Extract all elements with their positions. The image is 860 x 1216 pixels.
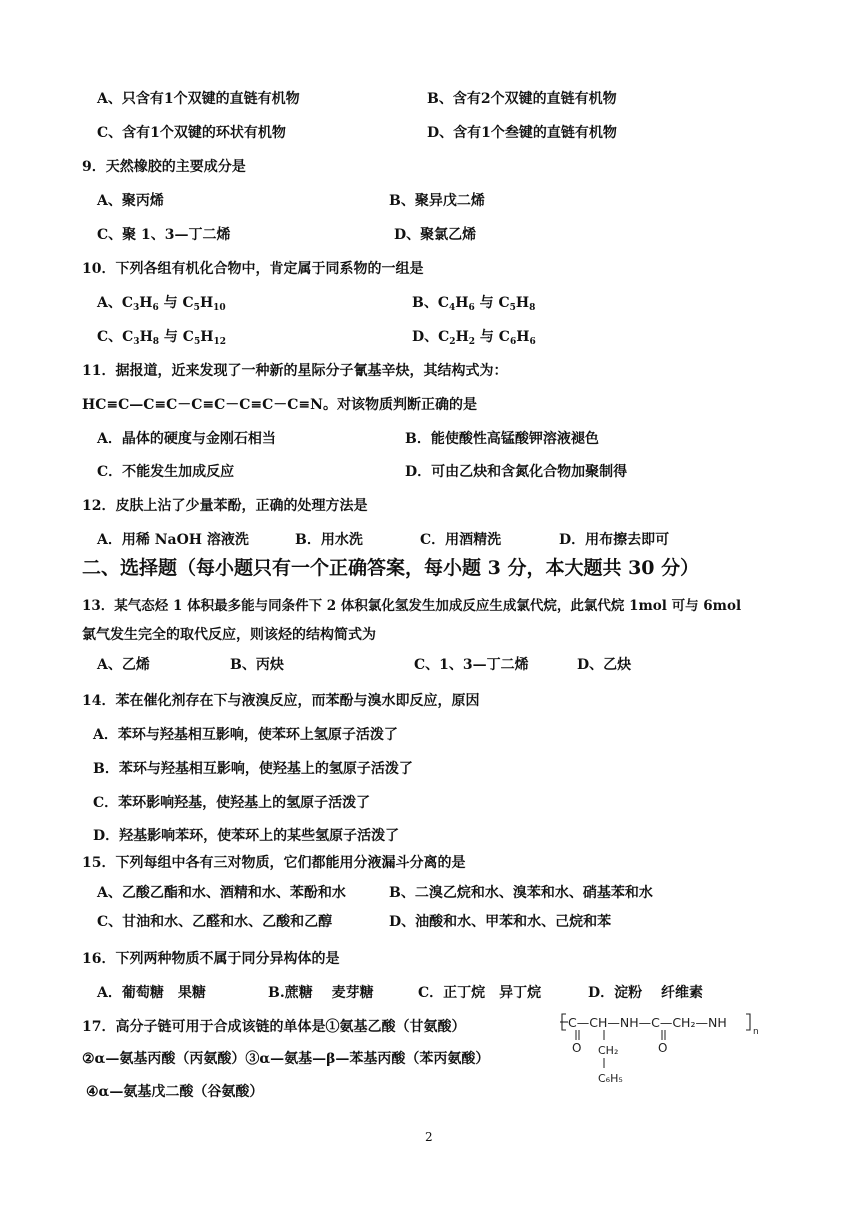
q8-option-c: C、含有1个双键的环状有机物 [97,125,286,141]
q14-stem: 14．苯在催化剂存在下与液溴反应，而苯酚与溴水即反应，原因 [82,693,480,709]
structure-oxygen-1: O [572,1041,582,1055]
q9-option-d: D、聚氯乙烯 [394,227,477,243]
structure-c6h5: C₆H₅ [598,1072,623,1085]
q10-option-a: A、$C_3H_6$ 与 $C_5H_{10}$ [97,295,226,313]
q10-option-b: B、$C_4H_6$ 与 $C_5H_8$ [412,295,536,313]
q8-option-b: B、含有2个双键的直链有机物 [427,91,617,107]
q17-stem: 17．高分子链可用于合成该链的单体是①氨基乙酸（甘氨酸） [82,1019,466,1035]
q12-option-b: B．用水洗 [295,532,363,548]
q16-option-b: B.蔗糖 麦芽糖 [268,985,374,1001]
q9-option-a: A、聚丙烯 [97,193,164,209]
section-2-heading: 二、选择题（每小题只有一个正确答案，每小题 3 分，本大题共 30 分） [82,557,700,579]
q15-option-b: B、二溴乙烷和水、溴苯和水、硝基苯和水 [389,885,653,901]
q16-option-d: D．淀粉 纤维素 [588,985,704,1001]
q11-option-c: C．不能发生加成反应 [97,464,235,480]
polymer-structure-diagram [560,1010,770,1090]
q11-option-b: B．能使酸性高锰酸钾溶液褪色 [405,431,599,447]
q11-option-a: A．晶体的硬度与金刚石相当 [97,431,276,447]
q11-formula: HC≡C—C≡C－C≡C－C≡C－C≡N。对该物质判断正确的是 [82,397,477,413]
q10-option-c: C、$C_3H_8$ 与 $C_5H_{12}$ [97,329,226,347]
page-number: 2 [425,1130,433,1144]
q12-option-d: D．用布擦去即可 [559,532,670,548]
structure-subscript-n: n [753,1027,759,1037]
right-bracket [746,1014,750,1030]
q11-stem: 11．据报道，近来发现了一种新的星际分子氰基辛炔，其结构式为： [82,363,508,379]
q8-option-a: A、只含有1个双键的直链有机物 [97,91,300,107]
q13-stem-line1: 13．某气态烃 1 体积最多能与同条件下 2 体积氯化氢发生加成反应生成氯代烷，此氯代烷 1mol 可与 6mol [82,598,742,614]
q14-option-d: D．羟基影响苯环，使苯环上的某些氢原子活泼了 [93,828,400,844]
structure-ch2: CH₂ [598,1044,619,1057]
q9-stem: 9．天然橡胶的主要成分是 [82,159,246,175]
q9-option-c: C、聚 1、3—丁二烯 [97,227,231,243]
q13-option-b: B、丙炔 [230,657,284,673]
q17-line3: ④α—氨基戊二酸（谷氨酸） [86,1084,264,1100]
q10-option-d: D、$C_2H_2$ 与 $C_6H_6$ [412,329,536,347]
q15-option-c: C、甘油和水、乙醛和水、乙酸和乙醇 [97,914,333,930]
structure-oxygen-2: O [658,1041,668,1055]
q14-option-c: C．苯环影响羟基，使羟基上的氢原子活泼了 [93,795,371,811]
q13-option-c: C、1、3—丁二烯 [414,657,529,673]
q10-stem: 10．下列各组有机化合物中，肯定属于同系物的一组是 [82,261,424,277]
q14-option-b: B．苯环与羟基相互影响，使羟基上的氢原子活泼了 [93,761,413,777]
q12-option-c: C．用酒精洗 [420,532,502,548]
q16-option-a: A．葡萄糖 果糖 [97,985,206,1001]
q11-option-d: D．可由乙炔和含氮化合物加聚制得 [405,464,628,480]
q13-option-d: D、乙炔 [577,657,632,673]
q15-option-d: D、油酸和水、甲苯和水、己烷和苯 [389,914,612,930]
q16-option-c: C．正丁烷 异丁烷 [418,985,542,1001]
q13-stem-line2: 氯气发生完全的取代反应，则该烃的结构简式为 [82,627,376,643]
q14-option-a: A．苯环与羟基相互影响，使苯环上氢原子活泼了 [93,727,398,743]
q15-stem: 15．下列每组中各有三对物质，它们都能用分液漏斗分离的是 [82,855,466,871]
q13-option-a: A、乙烯 [97,657,150,673]
q12-stem: 12．皮肤上沾了少量苯酚，正确的处理方法是 [82,498,368,514]
q8-option-d: D、含有1个叁键的直链有机物 [427,125,617,141]
q16-stem: 16．下列两种物质不属于同分异构体的是 [82,951,340,967]
q15-option-a: A、乙酸乙酯和水、酒精和水、苯酚和水 [97,885,346,901]
q12-option-a: A．用稀 NaOH 溶液洗 [97,532,249,548]
q9-option-b: B、聚异戊二烯 [389,193,485,209]
q17-line2: ②α—氨基丙酸（丙氨酸）③α—氨基—β—苯基丙酸（苯丙氨酸） [82,1051,490,1067]
structure-main-chain: C—CH—NH—C—CH₂—NH [568,1015,727,1030]
